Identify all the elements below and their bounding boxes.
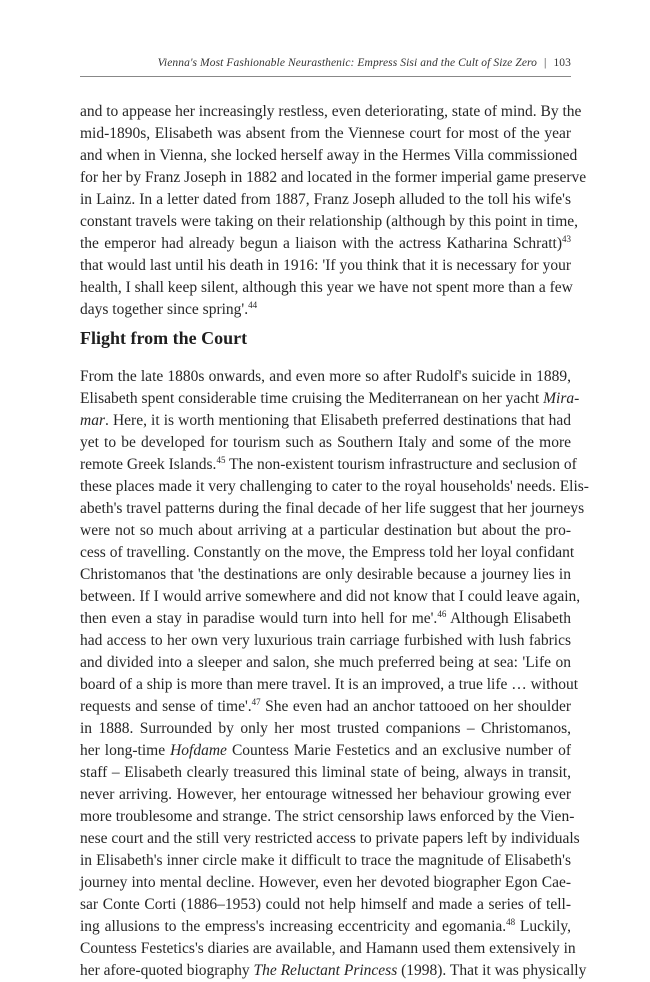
text-line (80, 366, 571, 388)
text-line (80, 520, 571, 542)
text-run: The non-existent tourism infrastructure and seclusion of (225, 456, 577, 473)
text-run: She even had an anchor tattooed on her shoulder (260, 698, 571, 715)
text-line (80, 652, 571, 674)
text-run: Although Elisabeth (446, 610, 571, 627)
page-number: 103 (553, 57, 571, 69)
text-line (80, 167, 587, 189)
text-run: more troublesome and strange. The strict censorship laws enforced by the Vien- (80, 808, 575, 825)
text-run: health, I shall keep silent, although this year we have not spent more than a few (80, 279, 573, 296)
text-line (80, 806, 575, 828)
text-run: between. If I would arrive somewhere and did not know that I could leave again, (80, 588, 581, 605)
text-run: Elisabeth spent considerable time cruising the Mediterranean on her yacht (80, 390, 544, 407)
text-line (80, 674, 579, 696)
paragraph-1 (80, 101, 587, 321)
text-line (80, 277, 571, 299)
section-heading: Flight from the Court (80, 328, 248, 348)
text-line (80, 784, 571, 806)
text-line (80, 740, 571, 762)
text-line (80, 828, 580, 850)
text-run: Christomanos that 'the destinations are only desirable because a journey lies in (80, 566, 571, 583)
text-line (80, 299, 571, 321)
text-run: remote Greek Islands. (80, 456, 217, 473)
italic-text: Mira- (543, 390, 580, 407)
text-run: that would last until his death in 1916: 'If you think that it is necessary for your (80, 257, 571, 274)
text-run: were not so much about arriving at a particular destination but about the pro- (80, 522, 571, 539)
text-line (80, 762, 571, 784)
italic-text: Hofdame (170, 742, 227, 759)
text-run: and divided into a sleeper and salon, she much preferred being at sea: 'Life on (80, 654, 571, 671)
text-line (80, 938, 576, 960)
text-line (80, 608, 571, 630)
text-run: journey into mental decline. However, even her devoted biographer Egon Cae- (80, 874, 571, 891)
text-run: yet to be developed for tourism such as Southern Italy and some of the more (80, 434, 571, 451)
text-line (80, 894, 571, 916)
text-run: board of a ship is more than mere travel. It is an improved, a true life … without (80, 676, 579, 693)
text-run: Countess Marie Festetics and an exclusive number of (226, 742, 571, 759)
text-line (80, 960, 587, 982)
paragraph-2 (80, 366, 589, 982)
text-run: then even a stay in paradise would turn into hell for me'. (80, 610, 438, 627)
text-run: ing allusions to the empress's increasing eccentricity and egomania. (80, 918, 507, 935)
text-line (80, 432, 571, 454)
text-line (80, 850, 571, 872)
header-separator: | (544, 57, 547, 69)
text-line (80, 916, 571, 938)
text-line (80, 718, 571, 740)
italic-text: mar (80, 412, 105, 429)
text-run: and to appease her increasingly restless, even deteriorating, state of mind. By the (80, 103, 582, 120)
text-line (80, 630, 571, 652)
text-run: sar Conte Corti (1886–1953) could not help himself and made a series of tell- (80, 896, 571, 913)
text-line (80, 498, 585, 520)
text-run: constant travels were taking on their relationship (although by this point in time, (80, 213, 579, 230)
text-line (80, 233, 571, 255)
text-run: abeth's travel patterns during the final decade of her life suggest that her journeys (80, 500, 585, 517)
footnote-ref: 46 (437, 608, 447, 619)
text-line (80, 454, 577, 476)
text-line (80, 476, 589, 498)
text-run: Luckily, (515, 918, 571, 935)
header-rule (80, 76, 571, 77)
text-run: . Here, it is worth mentioning that Elisabeth preferred destinations that had (104, 412, 571, 429)
text-run: her afore-quoted biography (80, 962, 254, 979)
text-line (80, 211, 579, 233)
footnote-ref: 44 (248, 299, 258, 310)
text-run: in 1888. Surrounded by only her most trusted companions – Christomanos, (80, 720, 571, 737)
text-line (80, 101, 582, 123)
text-line (80, 872, 571, 894)
text-line (80, 145, 578, 167)
text-run: and when in Vienna, she locked herself away in the Hermes Villa commissioned (80, 147, 578, 164)
text-run: in Lainz. In a letter dated from 1887, Franz Joseph alluded to the toll his wife's (80, 191, 571, 208)
text-run: staff – Elisabeth clearly treasured this liminal state of being, always in transit, (80, 764, 571, 781)
text-run: days together since spring'. (80, 301, 249, 318)
running-head (80, 57, 571, 69)
footnote-ref: 48 (506, 916, 516, 927)
footnote-ref: 45 (216, 454, 226, 465)
footnote-ref: 47 (251, 696, 261, 707)
text-run: for her by Franz Joseph in 1882 and located in the former imperial game preserve (80, 169, 587, 186)
text-run: mid-1890s, Elisabeth was absent from the Viennese court for most of the year (80, 125, 571, 142)
text-run: the emperor had already begun a liaison with the actress Katharina Schratt) (80, 235, 562, 252)
text-line (80, 542, 575, 564)
text-run: her long-time (80, 742, 171, 759)
text-run: had access to her own very luxurious train carriage furbished with lush fabrics (80, 632, 571, 649)
text-run: these places made it very challenging to cater to the royal households' needs. Elis- (80, 478, 589, 495)
text-run: cess of travelling. Constantly on the move, the Empress told her loyal confidant (80, 544, 575, 561)
running-title: Vienna's Most Fashionable Neurasthenic: Empress Sisi and the Cult of Size Zero (157, 57, 538, 69)
text-run: (1998). That it was physically (397, 962, 587, 979)
text-line (80, 586, 581, 608)
text-run: in Elisabeth's inner circle make it difficult to trace the magnitude of Elisabeth's (80, 852, 571, 869)
text-line (80, 410, 571, 432)
footnote-ref: 43 (562, 233, 571, 244)
text-run: From the late 1880s onwards, and even more so after Rudolf's suicide in 1889, (80, 368, 571, 385)
text-run: Countess Festetics's diaries are available, and Hamann used them extensively in (80, 940, 576, 957)
text-line (80, 189, 571, 211)
text-run: nese court and the still very restricted access to private papers left by individuals (80, 830, 580, 847)
text-line (80, 255, 571, 277)
text-line (80, 388, 580, 410)
text-run: requests and sense of time'. (80, 698, 252, 715)
italic-text: The Reluctant Princess (253, 962, 398, 979)
text-line (80, 123, 571, 145)
text-line (80, 696, 571, 718)
text-run: never arriving. However, her entourage witnessed her behaviour growing ever (80, 786, 571, 803)
text-line (80, 564, 571, 586)
